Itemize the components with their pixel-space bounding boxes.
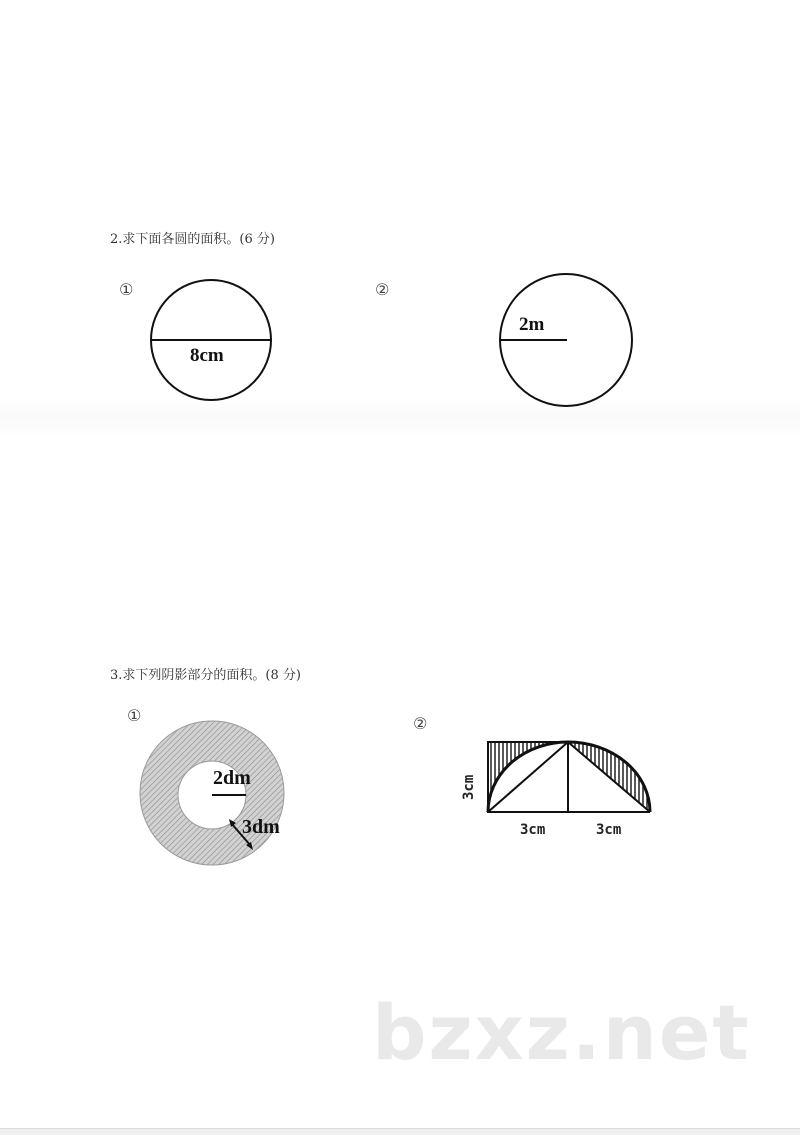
question-3-title: 3.求下列阴影部分的面积。(8 分): [110, 668, 301, 683]
watermark: bzxz.net: [372, 988, 751, 1077]
q3-item1-marker: ①: [127, 706, 142, 725]
q2-circle-radius-figure: [490, 264, 640, 414]
q2-item2-marker: ②: [375, 280, 390, 299]
q2-item1-marker: ①: [119, 280, 134, 299]
ring-width-label: 3dm: [242, 816, 280, 838]
base-left-label: 3cm: [520, 822, 546, 838]
q2-circle-diameter-figure: [140, 270, 280, 410]
scan-band: [0, 398, 800, 438]
q3-ring-figure: [130, 715, 300, 875]
q3-item2-marker: ②: [413, 714, 428, 733]
base-right-label: 3cm: [596, 822, 622, 838]
height-label: 3cm: [461, 774, 477, 800]
inner-radius-label: 2dm: [213, 767, 251, 789]
question-2-title: 2.求下面各圆的面积。(6 分): [110, 232, 275, 247]
diameter-label: 8cm: [190, 345, 224, 366]
shaded-ring: [140, 721, 284, 865]
radius-label: 2m: [519, 314, 545, 335]
q3-semicircle-figure: [450, 730, 670, 840]
